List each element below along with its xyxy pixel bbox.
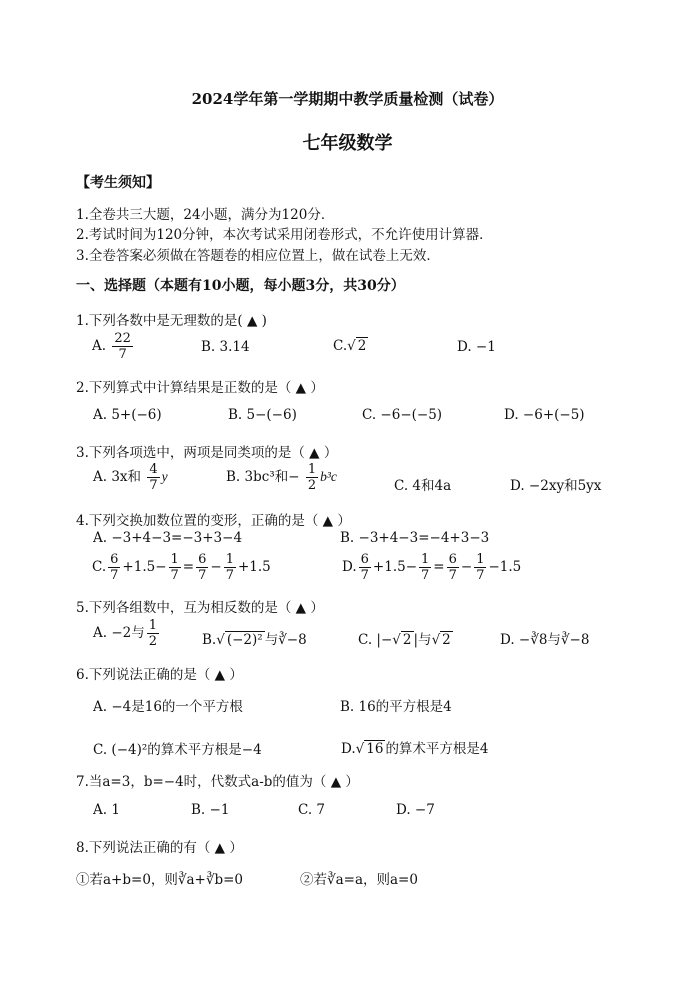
denominator: 7 [448, 568, 457, 583]
denominator: 2 [148, 634, 158, 649]
option-label: D. [341, 741, 356, 757]
denominator: 7 [110, 568, 119, 583]
numerator: 1 [148, 618, 158, 633]
option-label: A. 3x和 [93, 469, 142, 485]
operator: +1.5 [237, 559, 271, 575]
question-stem: 2.下列算式中计算结果是正数的是（ ▲ ） [76, 380, 324, 396]
option-a: A. −4是16的一个平方根 [93, 699, 243, 715]
option-c [358, 628, 453, 648]
question-stem: 4.下列交换加数位置的变形，正确的是（ ▲ ） [76, 513, 351, 529]
question-stem: 8.下列说法正确的有（ ▲ ） [76, 840, 243, 856]
denominator: 7 [149, 478, 158, 493]
option-label: A. [92, 338, 107, 354]
option-c: C. 7 [298, 802, 326, 818]
option-d: D. −2xy和5yx [510, 478, 602, 494]
option-label: C. |− [358, 632, 393, 648]
option-a: A. 5+(−6) [93, 407, 162, 423]
denominator: 7 [421, 568, 430, 583]
option-b [202, 628, 307, 648]
option-c: C. 4和4a [394, 478, 452, 494]
question-stem: 1.下列各数中是无理数的是( ▲ ) [76, 313, 267, 329]
option-a: A. 1 [93, 802, 120, 818]
fraction [447, 553, 459, 582]
numerator: 4 [149, 462, 158, 477]
question-stem: 5.下列各组数中，互为相反数的是（ ▲ ） [76, 600, 324, 616]
statement-1: ①若a+b=0，则∛a+∛b=0 [76, 872, 244, 888]
radicand: (−2)² [226, 632, 263, 648]
sqrt-sign: √ [347, 338, 356, 354]
numerator: 22 [114, 331, 131, 346]
notice-item: 2.考试时间为120分钟，本次考试采用闭卷形式，不允许使用计算器． [76, 227, 493, 243]
option-label: C. [92, 559, 107, 575]
option-rest: 的算术平方根是4 [385, 741, 489, 757]
option-c [92, 553, 271, 582]
fraction [419, 553, 431, 582]
option-d [341, 737, 489, 757]
notice-item: 3.全卷答案必须做在答题卷的相应位置上，做在试卷上无效． [76, 248, 440, 264]
option-label: B. 3bc³和− [226, 469, 300, 485]
operator: = [182, 559, 195, 575]
exam-title: 2024学年第一学期期中教学质量检测（试卷） [191, 90, 504, 108]
denominator: 2 [307, 478, 317, 493]
numerator: 1 [170, 552, 179, 567]
option-b: B. 5−(−6) [228, 407, 297, 423]
fraction [112, 332, 133, 361]
sqrt-sign: √ [392, 632, 401, 648]
option-d: D. −6+(−5) [504, 407, 585, 423]
option-d: D. −7 [396, 802, 435, 818]
denominator: 7 [198, 568, 207, 583]
option-a [93, 619, 161, 648]
operator: −1.5 [488, 559, 522, 575]
sqrt-sign: √ [431, 632, 441, 648]
option-d [342, 553, 521, 582]
variable: b³c [320, 469, 337, 484]
option-rest: 与∛−8 [264, 632, 307, 648]
numerator: 1 [225, 552, 234, 567]
denominator: 7 [476, 568, 485, 583]
statement-2: ②若∛a=a，则a=0 [300, 872, 418, 888]
denominator: 7 [170, 568, 179, 583]
option-label: A. −2与 [93, 625, 145, 641]
variable: y [161, 469, 168, 484]
radicand: 2 [402, 632, 412, 648]
numerator: 6 [198, 552, 207, 567]
numerator: 1 [307, 462, 317, 477]
option-c: C. (−4)²的算术平方根是−4 [93, 742, 262, 758]
option-b: B. −3+4−3=−4+3−3 [340, 530, 490, 546]
option-b [226, 463, 337, 492]
radicand: 2 [442, 632, 451, 648]
sqrt-sign: √ [355, 741, 365, 757]
operator: − [210, 559, 222, 575]
option-label: B. [202, 632, 217, 648]
denominator: 7 [225, 568, 234, 583]
radicand: 2 [357, 338, 367, 354]
notice-heading: 【考生须知】 [76, 175, 160, 191]
fraction [196, 553, 208, 582]
option-d: D. −1 [457, 339, 496, 355]
operator: +1.5− [372, 559, 418, 575]
fraction [224, 553, 236, 582]
option-rest: |与 [413, 632, 432, 648]
option-c: C. −6−(−5) [362, 407, 443, 423]
radicand: 16 [366, 741, 384, 757]
option-b: B. 3.14 [201, 339, 250, 355]
operator: = [433, 559, 445, 575]
option-b: B. 16的平方根是4 [340, 699, 452, 715]
fraction [147, 463, 159, 492]
numerator: 6 [110, 552, 119, 567]
option-label: C. [333, 338, 348, 354]
question-stem: 7.当a=3，b=−4时，代数式a-b的值为（ ▲ ） [76, 774, 359, 790]
option-b: B. −1 [191, 802, 230, 818]
denominator: 7 [118, 347, 127, 362]
fraction [306, 463, 318, 492]
operator: +1.5− [122, 559, 167, 575]
question-stem: 3.下列各项选中，两项是同类项的是（ ▲ ） [76, 445, 338, 461]
notice-item: 1.全卷共三大题，24小题，满分为120分． [76, 207, 335, 223]
numerator: 6 [448, 552, 457, 567]
fraction [147, 619, 159, 648]
option-d: D. −∛8与∛−8 [500, 632, 590, 648]
option-a [93, 463, 168, 492]
option-a [92, 332, 135, 361]
option-label: D. [342, 559, 357, 575]
section-heading: 一、选择题（本题有10小题，每小题3分，共30分） [76, 278, 405, 294]
fraction [474, 553, 486, 582]
option-c [333, 338, 368, 354]
sqrt-sign: √ [216, 632, 225, 648]
option-a: A. −3+4−3=−3+3−4 [93, 530, 243, 546]
numerator: 1 [421, 552, 430, 567]
exam-subtitle: 七年级数学 [302, 133, 393, 154]
operator: − [460, 559, 473, 575]
fraction [108, 553, 120, 582]
numerator: 1 [476, 552, 485, 567]
denominator: 7 [360, 568, 369, 583]
question-stem: 6.下列说法正确的是（ ▲ ） [76, 667, 243, 683]
fraction [169, 553, 181, 582]
numerator: 6 [360, 552, 369, 567]
fraction [359, 553, 371, 582]
